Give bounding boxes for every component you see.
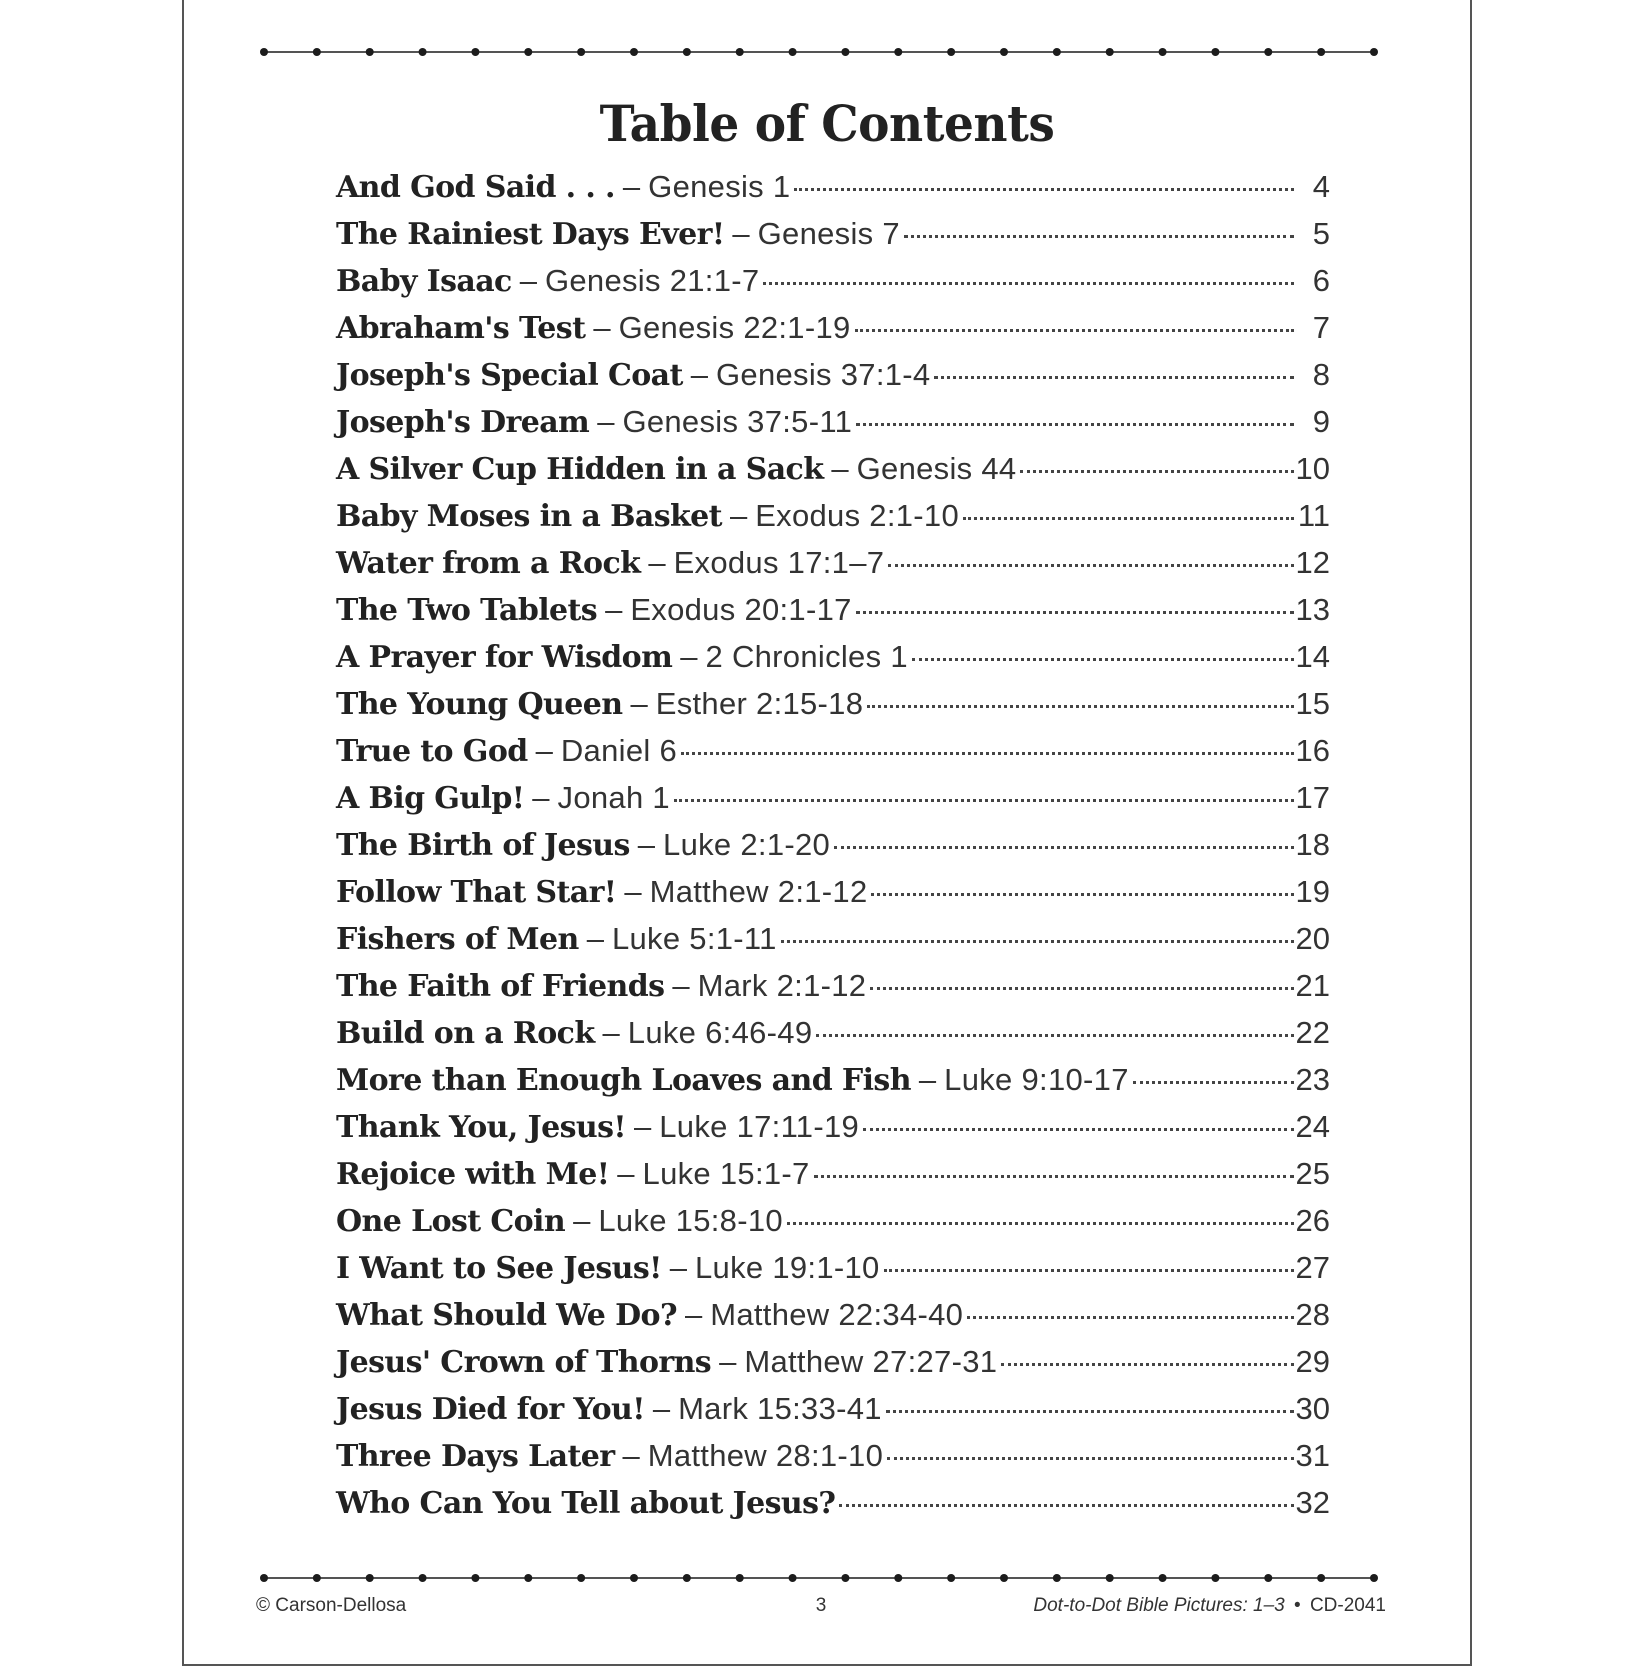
toc-entry <box>336 163 1330 210</box>
toc-entry-separator: – <box>918 1062 937 1097</box>
toc-entry-separator: – <box>669 1250 687 1285</box>
toc-dot-leader <box>856 607 1294 614</box>
toc-entry-page-number: 9 <box>1312 404 1330 439</box>
toc-entry-separator: – <box>719 1344 737 1379</box>
divider-dot <box>789 1574 797 1582</box>
toc-entry <box>336 1385 1330 1432</box>
toc-entry-page-number: 13 <box>1295 592 1330 627</box>
copyright-notice: © Carson-Dellosa <box>256 1595 407 1616</box>
toc-entry <box>336 680 1330 727</box>
toc-entry-page-number: 28 <box>1295 1297 1330 1332</box>
toc-entry-separator: – <box>622 1438 640 1473</box>
divider-dot <box>419 48 427 56</box>
toc-entry-scripture-reference: Genesis 22:1-19 <box>618 310 851 345</box>
page-title: Table of Contents <box>599 93 1055 153</box>
toc-dot-leader <box>888 560 1293 567</box>
toc-dot-leader <box>863 1124 1293 1131</box>
bottom-dotted-divider <box>259 1570 1379 1584</box>
toc-entry-scripture-reference: Jonah 1 <box>557 780 670 815</box>
toc-dot-leader <box>871 889 1293 896</box>
toc-entry-separator: – <box>633 1109 652 1144</box>
divider-dot <box>1000 48 1008 56</box>
toc-entry-scripture-reference: Luke 2:1-20 <box>663 827 831 862</box>
toc-entry-separator: – <box>684 1297 703 1332</box>
toc-entry-page-number: 31 <box>1295 1438 1330 1473</box>
toc-entry-title: I Want to See Jesus! <box>336 1251 662 1286</box>
toc-entry-title: What Should We Do? <box>336 1298 677 1333</box>
toc-entry-separator: – <box>648 545 666 580</box>
toc-entry-separator: – <box>630 686 648 721</box>
toc-entry-separator: – <box>680 639 698 674</box>
toc-dot-leader <box>904 231 1294 238</box>
divider-dot <box>1106 48 1114 56</box>
divider-dot <box>1159 1574 1167 1582</box>
toc-entry-page-number: 25 <box>1295 1156 1330 1191</box>
divider-dot <box>1053 1574 1061 1582</box>
toc-dot-leader <box>912 654 1294 661</box>
toc-entry <box>336 774 1330 821</box>
divider-dot <box>1211 48 1219 56</box>
toc-entry-scripture-reference: Matthew 2:1-12 <box>649 874 868 909</box>
toc-dot-leader <box>814 1171 1294 1178</box>
toc-dot-leader <box>794 184 1294 191</box>
toc-entry-scripture-reference: Matthew 28:1-10 <box>647 1438 884 1473</box>
divider-dot <box>1053 48 1061 56</box>
toc-entry-page-number: 12 <box>1295 545 1330 580</box>
toc-entry <box>336 304 1330 351</box>
toc-dot-leader <box>963 513 1294 520</box>
toc-entry-scripture-reference: Luke 9:10-17 <box>944 1062 1129 1097</box>
toc-entry-page-number: 19 <box>1295 874 1330 909</box>
toc-entry-separator: – <box>593 310 611 345</box>
toc-entry <box>336 210 1330 257</box>
divider-dot <box>1159 48 1167 56</box>
toc-dot-leader <box>681 748 1294 755</box>
toc-entry <box>336 445 1330 492</box>
toc-entry-separator: – <box>732 216 750 251</box>
toc-entry-separator: – <box>573 1203 591 1238</box>
page-number: 3 <box>815 1595 827 1616</box>
divider-dot <box>894 48 902 56</box>
toc-entry <box>336 1244 1330 1291</box>
toc-entry-page-number: 29 <box>1295 1344 1330 1379</box>
toc-entry-title: Jesus' Crown of Thorns <box>336 1345 712 1380</box>
toc-entry-page-number: 17 <box>1295 780 1330 815</box>
toc-entry-title: Joseph's Dream <box>336 405 590 440</box>
toc-entry <box>336 1009 1330 1056</box>
toc-entry-page-number: 8 <box>1312 357 1330 392</box>
toc-entry-scripture-reference: Mark 15:33-41 <box>678 1391 882 1426</box>
toc-entry <box>336 1150 1330 1197</box>
toc-entry-title: Three Days Later <box>336 1439 615 1474</box>
toc-entry-separator: – <box>729 498 748 533</box>
toc-entry-separator: – <box>690 357 708 392</box>
divider-dot <box>1211 1574 1219 1582</box>
divider-dot <box>524 48 532 56</box>
toc-entry <box>336 633 1330 680</box>
toc-entry-title: Abraham's Test <box>336 311 586 346</box>
toc-entry-page-number: 7 <box>1312 310 1330 345</box>
toc-entry <box>336 915 1330 962</box>
toc-entry <box>336 821 1330 868</box>
toc-entry <box>336 1432 1330 1479</box>
divider-dot <box>683 1574 691 1582</box>
toc-entry-page-number: 5 <box>1312 216 1330 251</box>
toc-entry <box>336 257 1330 304</box>
toc-entry-separator: – <box>622 169 641 204</box>
toc-entry-separator: – <box>831 451 849 486</box>
toc-entry-title: The Rainiest Days Ever! <box>336 217 725 252</box>
toc-dot-leader <box>839 1500 1293 1507</box>
toc-entry-scripture-reference: Luke 15:8-10 <box>598 1203 783 1238</box>
toc-entry-scripture-reference: Luke 19:1-10 <box>695 1250 880 1285</box>
toc-entry-page-number: 22 <box>1295 1015 1330 1050</box>
toc-dot-leader <box>816 1030 1293 1037</box>
toc-entry-separator: – <box>605 592 623 627</box>
divider-dot <box>577 48 585 56</box>
toc-entry-page-number: 21 <box>1295 968 1330 1003</box>
toc-dot-leader <box>781 936 1294 943</box>
divider-dot <box>683 48 691 56</box>
divider-dot <box>1317 48 1325 56</box>
toc-dot-leader <box>855 325 1294 332</box>
toc-entry-title: Water from a Rock <box>336 546 641 581</box>
toc-entry-title: And God Said . . . <box>336 170 615 205</box>
toc-entry-separator: – <box>535 733 553 768</box>
toc-entry-scripture-reference: Luke 5:1-11 <box>611 921 777 956</box>
divider-dot <box>841 48 849 56</box>
toc-entry-title: True to God <box>336 734 528 769</box>
toc-entry <box>336 1479 1330 1526</box>
toc-dot-leader <box>887 1453 1293 1460</box>
toc-entry-page-number: 16 <box>1295 733 1330 768</box>
divider-dot <box>366 1574 374 1582</box>
divider-dot <box>577 1574 585 1582</box>
toc-entry-scripture-reference: Matthew 22:34-40 <box>710 1297 964 1332</box>
toc-entry-title: Jesus Died for You! <box>336 1392 645 1427</box>
divider-dot <box>630 1574 638 1582</box>
top-dotted-divider <box>259 44 1379 58</box>
divider-dot <box>789 48 797 56</box>
toc-entry-page-number: 10 <box>1295 451 1330 486</box>
book-title: Dot-to-Dot Bible Pictures: 1–3 <box>1033 1595 1285 1616</box>
divider-dot <box>471 1574 479 1582</box>
toc-dot-leader <box>867 701 1293 708</box>
toc-entry-title: The Faith of Friends <box>336 969 665 1004</box>
toc-entry-page-number: 18 <box>1295 827 1330 862</box>
toc-entry-separator: – <box>624 874 642 909</box>
toc-entry-title: Build on a Rock <box>336 1016 595 1051</box>
toc-dot-leader <box>934 372 1294 379</box>
divider-dot <box>366 48 374 56</box>
toc-entry-title: A Prayer for Wisdom <box>336 640 673 675</box>
divider-dot <box>1264 48 1272 56</box>
document-page <box>182 0 1472 1666</box>
toc-entry <box>336 539 1330 586</box>
toc-entry-scripture-reference: Esther 2:15-18 <box>655 686 864 721</box>
toc-entry-scripture-reference: Exodus 20:1-17 <box>630 592 852 627</box>
toc-entry-scripture-reference: Genesis 21:1-7 <box>544 263 760 298</box>
toc-entry-separator: – <box>602 1015 620 1050</box>
toc-entry-separator: – <box>586 921 604 956</box>
toc-dot-leader <box>967 1312 1293 1319</box>
toc-entry-title: The Birth of Jesus <box>336 828 630 863</box>
toc-entry-title: The Young Queen <box>336 687 623 722</box>
toc-entry-page-number: 15 <box>1295 686 1330 721</box>
toc-entry-scripture-reference: Exodus 17:1–7 <box>673 545 885 580</box>
toc-entry <box>336 351 1330 398</box>
toc-entry <box>336 1338 1330 1385</box>
toc-entry-scripture-reference: Luke 6:46-49 <box>627 1015 813 1050</box>
divider-dot <box>313 48 321 56</box>
toc-dot-leader <box>1020 466 1293 473</box>
divider-dot <box>947 48 955 56</box>
toc-entry-title: Who Can You Tell about Jesus? <box>336 1486 836 1521</box>
toc-entry-separator: – <box>672 968 690 1003</box>
toc-entry-separator: – <box>637 827 656 862</box>
divider-dot <box>1370 48 1378 56</box>
divider-dot <box>260 48 268 56</box>
toc-entry-separator: – <box>652 1391 671 1426</box>
toc-entry-title: Baby Isaac <box>336 264 512 299</box>
toc-entry-separator: – <box>519 263 537 298</box>
toc-entry-scripture-reference: Genesis 44 <box>856 451 1017 486</box>
divider-dot <box>419 1574 427 1582</box>
toc-entry <box>336 398 1330 445</box>
toc-entry-separator: – <box>597 404 615 439</box>
toc-entry <box>336 586 1330 633</box>
toc-entry-page-number: 23 <box>1295 1062 1330 1097</box>
toc-entry-page-number: 20 <box>1295 921 1330 956</box>
toc-entry-scripture-reference: Luke 15:1-7 <box>642 1156 810 1191</box>
toc-entry-title: More than Enough Loaves and Fish <box>336 1063 911 1098</box>
book-title-footer <box>1033 1595 1386 1617</box>
toc-entry <box>336 1056 1330 1103</box>
toc-entry-scripture-reference: Luke 17:11-19 <box>659 1109 860 1144</box>
product-code: CD-2041 <box>1309 1595 1386 1616</box>
toc-entry-scripture-reference: 2 Chronicles 1 <box>705 639 908 674</box>
toc-dot-leader <box>870 983 1293 990</box>
dotted-divider-graphic <box>259 1570 1379 1584</box>
toc-entry <box>336 727 1330 774</box>
divider-dot <box>1000 1574 1008 1582</box>
toc-entry-scripture-reference: Matthew 27:27-31 <box>744 1344 998 1379</box>
toc-entry <box>336 962 1330 1009</box>
toc-entry-page-number: 30 <box>1295 1391 1330 1426</box>
toc-dot-leader <box>1001 1359 1293 1366</box>
toc-entry-separator: – <box>532 780 550 815</box>
toc-entry-title: A Silver Cup Hidden in a Sack <box>336 452 824 487</box>
toc-entry <box>336 1103 1330 1150</box>
toc-dot-leader <box>856 419 1294 426</box>
toc-entry-page-number: 4 <box>1312 169 1330 204</box>
divider-dot <box>313 1574 321 1582</box>
page-footer <box>256 1595 1386 1625</box>
toc-dot-leader <box>674 795 1294 802</box>
toc-entry-title: One Lost Coin <box>336 1204 566 1239</box>
divider-dot <box>1106 1574 1114 1582</box>
toc-entry-title: Rejoice with Me! <box>336 1157 610 1192</box>
toc-entry-page-number: 11 <box>1297 498 1330 533</box>
toc-entry-page-number: 26 <box>1295 1203 1330 1238</box>
toc-entry-scripture-reference: Genesis 37:1-4 <box>716 357 931 392</box>
toc-entry-scripture-reference: Genesis 1 <box>648 169 791 204</box>
divider-dot <box>841 1574 849 1582</box>
toc-entry <box>336 1291 1330 1338</box>
divider-dot <box>1370 1574 1378 1582</box>
dotted-divider-graphic <box>259 44 1379 58</box>
toc-entry-page-number: 32 <box>1295 1485 1330 1520</box>
toc-entry-title: Fishers of Men <box>336 922 579 957</box>
toc-entry-scripture-reference: Exodus 2:1-10 <box>755 498 959 533</box>
toc-entry-title: Thank You, Jesus! <box>336 1110 626 1145</box>
divider-dot <box>260 1574 268 1582</box>
toc-entry <box>336 1197 1330 1244</box>
toc-entry-scripture-reference: Genesis 37:5-11 <box>622 404 853 439</box>
toc-entry-separator: – <box>617 1156 635 1191</box>
toc-entry-title: The Two Tablets <box>336 593 598 628</box>
divider-dot <box>471 48 479 56</box>
toc-entry-page-number: 6 <box>1312 263 1330 298</box>
toc-dot-leader <box>787 1218 1294 1225</box>
divider-dot <box>1317 1574 1325 1582</box>
divider-dot <box>736 48 744 56</box>
toc-entry-scripture-reference: Genesis 7 <box>757 216 900 251</box>
toc-dot-leader <box>886 1406 1294 1413</box>
divider-dot <box>524 1574 532 1582</box>
toc-entry-title: A Big Gulp! <box>336 781 525 816</box>
toc-entry-title: Baby Moses in a Basket <box>336 499 722 534</box>
toc-entry-page-number: 14 <box>1295 639 1330 674</box>
toc-entry-page-number: 24 <box>1295 1109 1330 1144</box>
toc-entry-title: Follow That Star! <box>336 875 617 910</box>
toc-entry-page-number: 27 <box>1295 1250 1330 1285</box>
divider-dot <box>947 1574 955 1582</box>
toc-dot-leader <box>763 278 1294 285</box>
table-of-contents-list <box>336 163 1330 1526</box>
divider-dot <box>894 1574 902 1582</box>
toc-entry <box>336 492 1330 539</box>
toc-dot-leader <box>884 1265 1294 1272</box>
divider-dot <box>630 48 638 56</box>
toc-entry-scripture-reference: Daniel 6 <box>560 733 677 768</box>
toc-entry-scripture-reference: Mark 2:1-12 <box>697 968 867 1003</box>
toc-dot-leader <box>1133 1077 1294 1084</box>
toc-dot-leader <box>834 842 1293 849</box>
footer-bullet: • <box>1294 1595 1301 1616</box>
toc-entry <box>336 868 1330 915</box>
divider-dot <box>1264 1574 1272 1582</box>
toc-entry-title: Joseph's Special Coat <box>336 358 683 393</box>
divider-dot <box>736 1574 744 1582</box>
